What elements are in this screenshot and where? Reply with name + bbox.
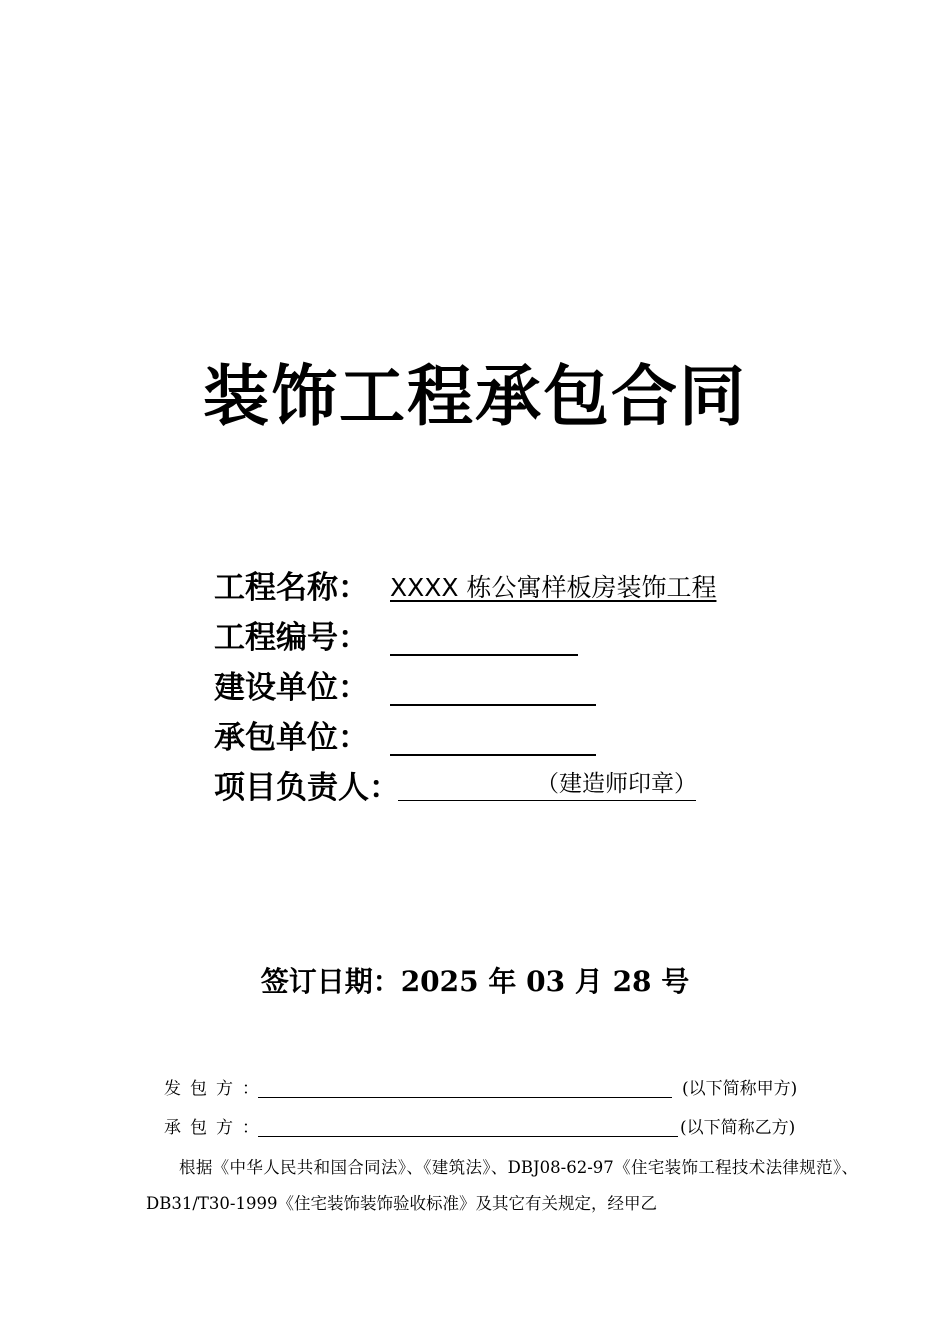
builder-label: 建设单位：	[214, 670, 369, 706]
issuer-label: 发包方：	[164, 1079, 268, 1099]
contractor-row	[164, 1115, 864, 1145]
issuer-blank	[258, 1097, 672, 1098]
project-name-label: 工程名称：	[214, 570, 369, 606]
builder-blank	[390, 704, 596, 706]
project-number-label: 工程编号：	[214, 620, 369, 656]
contractor-unit-blank	[390, 754, 596, 756]
contractor-unit-label: 承包单位：	[214, 720, 369, 756]
issuer-note: (以下简称甲方)	[682, 1079, 798, 1099]
contractor-note: (以下简称乙方)	[680, 1118, 796, 1138]
issuer-row	[164, 1076, 864, 1106]
signing-date: 签订日期：2025 年 03 月 28 号	[260, 965, 690, 998]
project-number-blank	[390, 654, 578, 656]
contractor-label: 承包方：	[164, 1118, 268, 1138]
contract-preamble: 根据《中华人民共和国合同法》、《建筑法》、DBJ08-62-97《住宅装饰工程技术法律规范》、DB31/T30-1999《住宅装饰装饰验收标准》及其它有关规定，经甲乙	[146, 1158, 858, 1213]
seal-note: （建造师印章）	[536, 771, 697, 797]
contractor-blank	[258, 1136, 678, 1137]
manager-label: 项目负责人：	[214, 770, 400, 806]
contract-title: 装饰工程承包合同	[203, 358, 747, 435]
project-name-value: XXXX 栋公寓样板房装饰工程	[390, 573, 717, 602]
